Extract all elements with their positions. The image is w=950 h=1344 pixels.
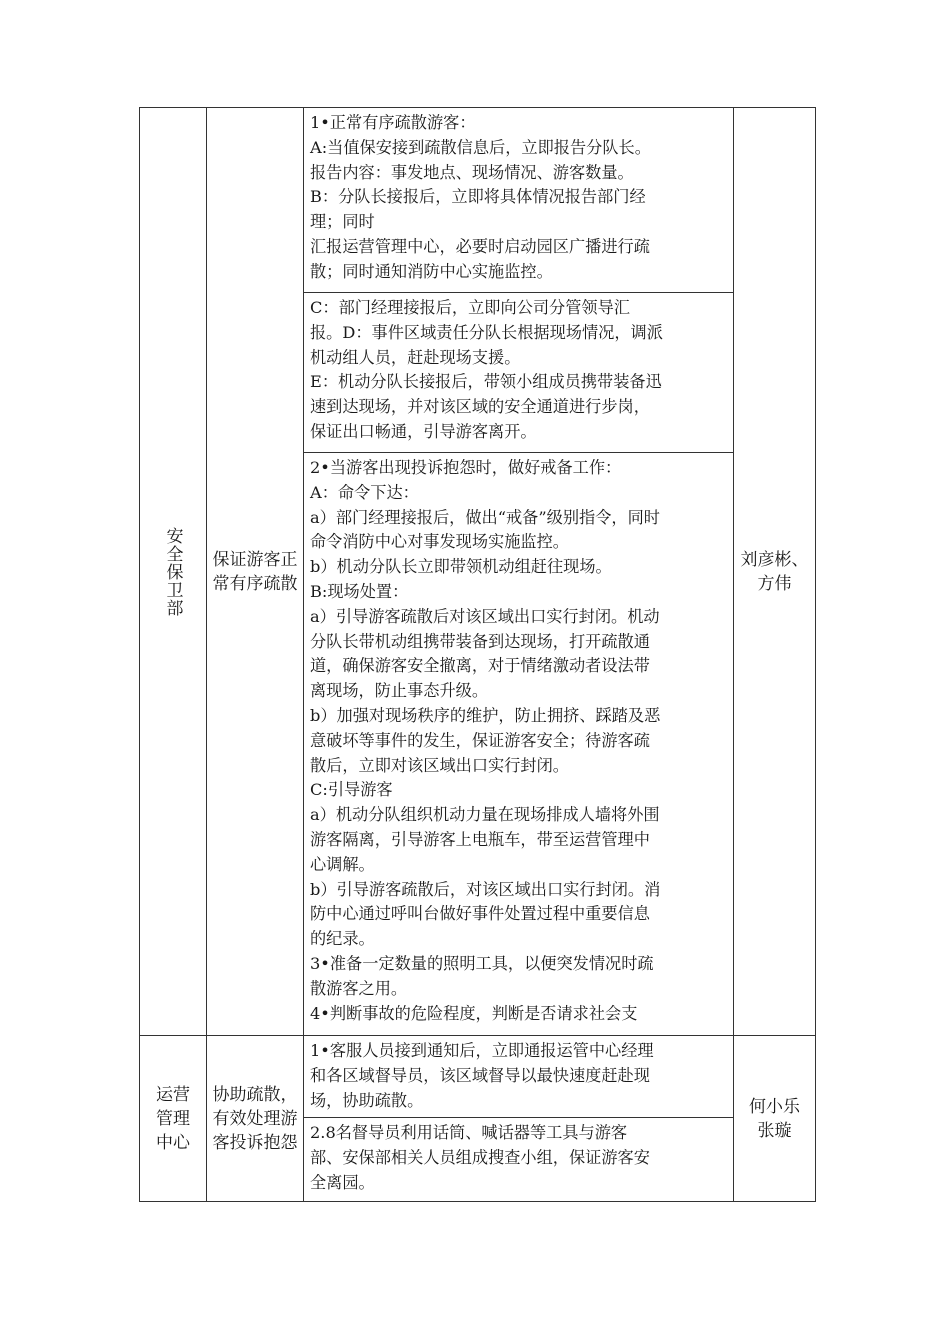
task-cell-operations xyxy=(207,1036,304,1202)
procedure-line: b）引导游客疏散后，对该区域出口实行封闭。消 xyxy=(310,879,661,899)
procedure-block xyxy=(304,1118,734,1202)
task-name: 保证游客正常有序疏散 xyxy=(212,549,298,594)
procedure-line: B:现场处置： xyxy=(310,581,409,601)
procedure-line: b）机动分队长立即带领机动组赶往现场。 xyxy=(310,557,612,577)
procedure-line: 分队长带机动组携带装备到达现场，打开疏散通 xyxy=(310,631,650,651)
procedure-line: 散；同时通知消防中心实施监控。 xyxy=(310,261,553,281)
procedure-line: 报。D：事件区域责任分队长根据现场情况，调派 xyxy=(310,322,663,342)
procedure-block xyxy=(304,293,734,453)
procedure-line: a）机动分队组织机动力量在现场排成人墙将外围 xyxy=(310,805,660,825)
procedure-line: 速到达现场，并对该区域的安全通道进行步岗， xyxy=(310,397,650,417)
procedure-line: E：机动分队长接报后，带领小组成员携带装备迅 xyxy=(310,372,662,392)
procedure-line: 汇报运营管理中心，必要时启动园区广播进行疏 xyxy=(310,236,650,256)
procedure-line: 离现场，防止事态升级。 xyxy=(310,681,489,701)
procedure-line: 3•准备一定数量的照明工具，以便突发情况时疏 xyxy=(310,953,654,973)
procedure-line: 防中心通过呼叫台做好事件处置过程中重要信息 xyxy=(310,904,650,924)
procedure-line: A：命令下达： xyxy=(310,482,419,502)
procedure-line: C:引导游客 xyxy=(310,780,393,800)
department-name: 运营管理中心 xyxy=(156,1084,190,1153)
owner-cell-operations xyxy=(734,1036,816,1202)
procedure-line: a）部门经理接报后，做出“戒备”级别指令，同时 xyxy=(310,507,660,527)
procedure-line: 1•正常有序疏散游客： xyxy=(310,113,476,132)
procedure-block xyxy=(304,453,734,1036)
procedure-line: 部、安保部相关人员组成搜查小组，保证游客安 xyxy=(310,1148,650,1168)
task-cell-security xyxy=(207,108,304,1036)
procedure-line: a）引导游客疏散后对该区域出口实行封闭。机动 xyxy=(310,606,660,626)
procedure-line: A:当值保安接到疏散信息后，立即报告分队长。 xyxy=(310,137,651,157)
procedure-line: 心调解。 xyxy=(310,854,375,874)
emergency-plan-table xyxy=(139,107,816,1202)
department-cell-operations xyxy=(140,1036,207,1202)
procedure-line: 1•客服人员接到通知后，立即通报运管中心经理 xyxy=(310,1041,654,1060)
procedure-line: 道，确保游客安全撤离，对于情绪激动者设法带 xyxy=(310,656,650,676)
owner-name: 刘彦彬、方伟 xyxy=(740,549,809,594)
procedure-line: 报告内容：事发地点、现场情况、游客数量。 xyxy=(310,162,634,182)
department-cell-security xyxy=(140,108,207,1036)
procedure-line: B：分队长接报后，立即将具体情况报告部门经 xyxy=(310,187,646,207)
owner-name: 何小乐张璇 xyxy=(749,1096,800,1141)
procedure-line: 理；同时 xyxy=(310,212,375,232)
procedure-line: 和各区域督导员，该区域督导以最快速度赶赴现 xyxy=(310,1065,650,1085)
department-name: 安全保卫部 xyxy=(162,526,183,617)
procedure-block xyxy=(304,1036,734,1118)
procedure-line: 散后，立即对该区域出口实行封闭。 xyxy=(310,755,569,775)
procedure-line: 场，协助疏散。 xyxy=(310,1090,424,1110)
procedure-block xyxy=(304,108,734,293)
procedure-line: 全离园。 xyxy=(310,1172,375,1192)
procedure-line: 意破坏等事件的发生，保证游客安全；待游客疏 xyxy=(310,730,650,750)
owner-cell-security xyxy=(734,108,816,1036)
procedure-line: 保证出口畅通，引导游客离开。 xyxy=(310,421,537,441)
task-name: 协助疏散，有效处理游客投诉抱怨 xyxy=(212,1084,298,1153)
procedure-line: C：部门经理接报后，立即向公司分管领导汇 xyxy=(310,298,630,317)
procedure-line: 散游客之用。 xyxy=(310,978,408,998)
procedure-line: 2•当游客出现投诉抱怨时，做好戒备工作： xyxy=(310,458,622,477)
procedure-line: 的纪录。 xyxy=(310,929,375,949)
procedure-line: b）加强对现场秩序的维护，防止拥挤、踩踏及恶 xyxy=(310,705,661,725)
procedure-line: 2.8名督导员利用话筒、喊话器等工具与游客 xyxy=(310,1123,628,1143)
procedure-line: 机动组人员，赶赴现场支援。 xyxy=(310,347,521,367)
procedure-line: 游客隔离，引导游客上电瓶车，带至运营管理中 xyxy=(310,829,650,849)
procedure-line: 命令消防中心对事发现场实施监控。 xyxy=(310,532,569,552)
procedure-line: 4•判断事故的危险程度，判断是否请求社会支 xyxy=(310,1003,638,1023)
